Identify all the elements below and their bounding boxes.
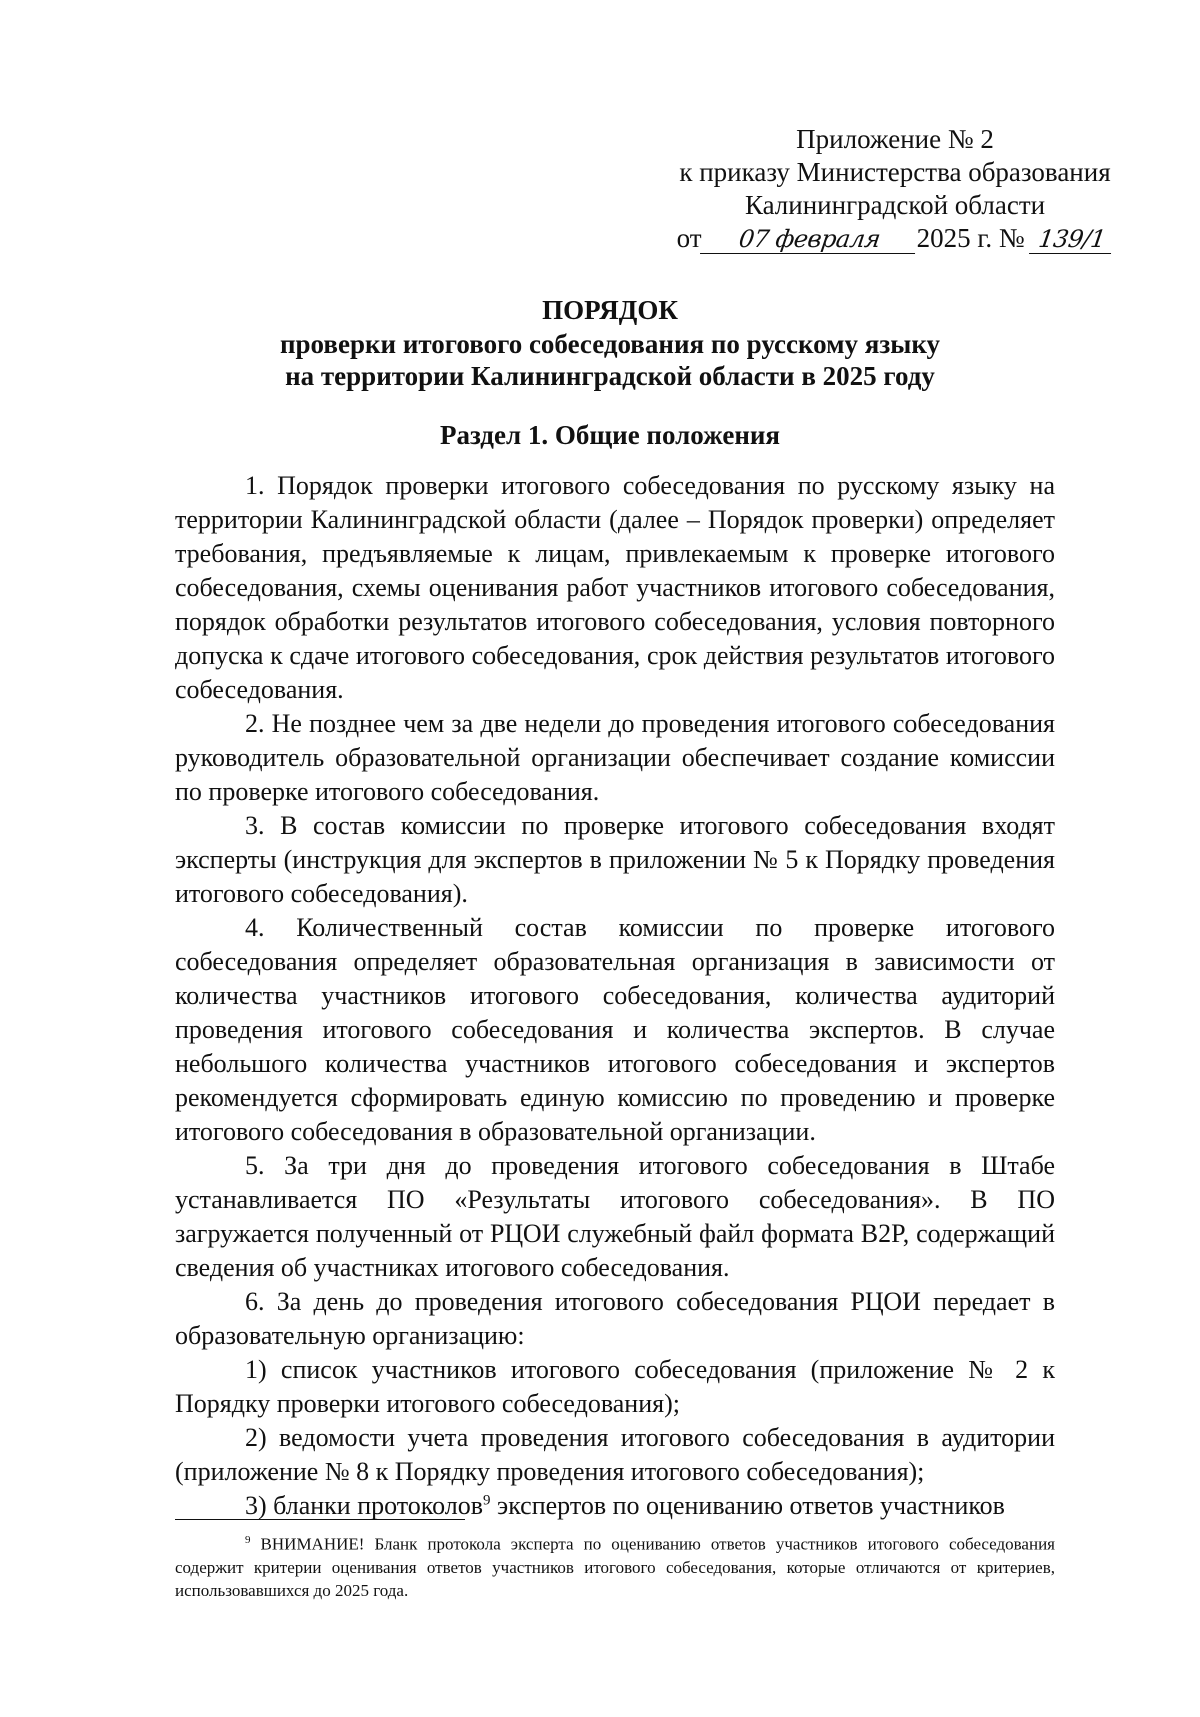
appendix-header: [660, 123, 1130, 255]
document-body: [175, 469, 1055, 1523]
document-title-block: [168, 294, 1052, 392]
appendix-order-ref: к приказу Министерства образования: [679, 157, 1111, 187]
paragraph-5: 5. За три дня до проведения итогового собеседования в Штабе устанавливается ПО «Результаты итогового собеседования». В ПО загружается полученный от РЦОИ служебный файл формата B2P, содержащий сведения об участниках итогового собеседования.: [175, 1151, 1055, 1282]
footnote-divider: [175, 1519, 465, 1520]
list-item-3-start: 3) бланки протоколов: [245, 1491, 484, 1520]
paragraph-3: 3. В состав комиссии по проверке итогового собеседования входят эксперты (инструкция для экспертов в приложении № 5 к Порядку проведения итогового собеседования).: [175, 811, 1055, 908]
list-item-2: 2) ведомости учета проведения итогового собеседования в аудитории (приложение № 8 к Порядку проведения итогового собеседования);: [175, 1423, 1055, 1486]
appendix-region: Калининградской области: [744, 190, 1046, 220]
paragraph-2: 2. Не позднее чем за две недели до проведения итогового собеседования руководитель образовательной организации обеспечивает создание комиссии по проверке итогового собеседования.: [175, 709, 1055, 806]
footnote-mark: 9: [245, 1534, 251, 1546]
document-title: ПОРЯДОК: [542, 295, 678, 325]
order-from-label: от: [676, 223, 702, 253]
paragraph-6: 6. За день до проведения итогового собеседования РЦОИ передает в образовательную организацию:: [175, 1287, 1055, 1350]
paragraph-1: 1. Порядок проверки итогового собеседования по русскому языку на территории Калининградской области (далее – Порядок проверки) определяет требования, предъявляемые к лицам, привлекаемым к проверке итогового собеседования, схемы оценивания работ участников итогового собеседования, порядок обработки результатов итогового собеседования, условия повторного допуска к сдаче итогового собеседования, срок действия результатов итогового собеседования.: [175, 471, 1055, 704]
document-subtitle-line-1: проверки итогового собеседования по русскому языку: [279, 329, 941, 359]
list-item-3: [175, 1489, 1055, 1523]
paragraph-4: 4. Количественный состав комиссии по проверке итогового собеседования определяет образовательная организация в зависимости от количества участников итогового собеседования, количества аудиторий проведения итогового собеседования и количества экспертов. В случае небольшого количества участников итогового собеседования и экспертов рекомендуется сформировать единую комиссию по проведению и проверке итогового собеседования в образовательной организации.: [175, 913, 1055, 1146]
order-year-label: 2025 г. №: [916, 223, 1025, 253]
footnote-reference: 9: [483, 1492, 491, 1509]
section-heading: Раздел 1. Общие положения: [439, 420, 781, 450]
footnote-text-block: [175, 1529, 1055, 1602]
footnote: [175, 1529, 1055, 1602]
list-item-1: 1) список участников итогового собеседования (приложение № 2 к Порядку проверки итогового собеседования);: [175, 1355, 1055, 1418]
appendix-number: Приложение № 2: [796, 124, 994, 154]
appendix-order-line: [660, 222, 1130, 255]
list-item-3-end: экспертов по оцениванию ответов участников: [490, 1491, 1005, 1520]
footnote-text: ВНИМАНИЕ! Бланк протокола эксперта по оцениванию ответов участников итогового собеседования содержит критерии оценивания ответов участников итогового собеседования, которые отличаются от критериев, использовавшихся до 2025 года.: [175, 1534, 1055, 1600]
document-subtitle-line-2: на территории Калининградской области в 2025 году: [285, 361, 935, 391]
handwritten-date: 07 февраля: [700, 225, 919, 254]
handwritten-order-number: 139/1: [1029, 225, 1115, 254]
